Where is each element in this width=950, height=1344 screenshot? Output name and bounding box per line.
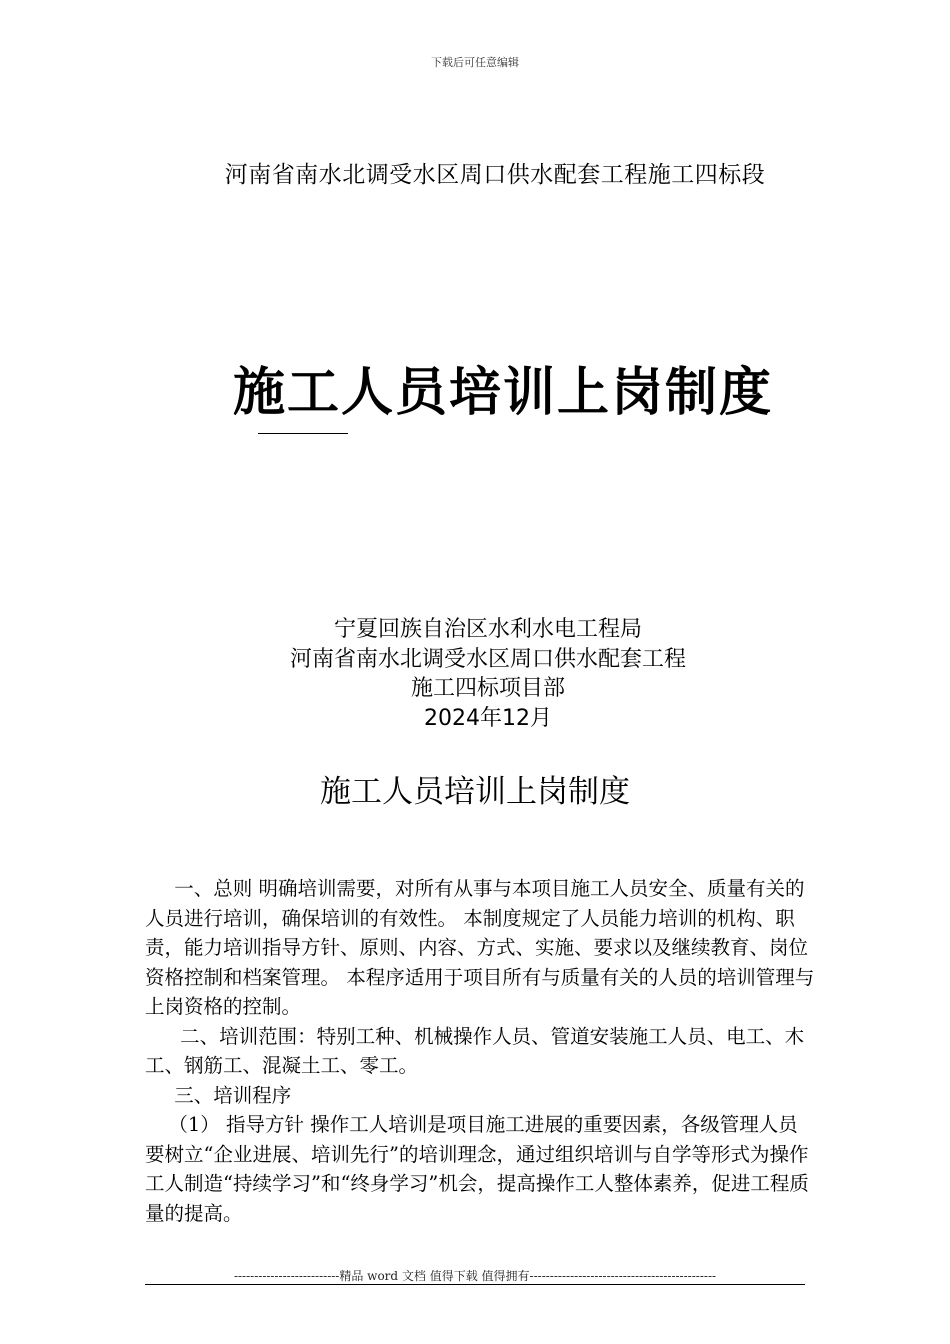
footer-rule bbox=[145, 1284, 805, 1285]
paragraph-scope: 二、培训范围：特别工种、机械操作人员、管道安装施工人员、电工、木工、钢筋工、混凝土工、零工。 bbox=[145, 1024, 805, 1077]
organization-line-2: 河南省南水北调受水区周口供水配套工程 bbox=[289, 646, 686, 672]
paragraph-procedure-heading: 三、培训程序 bbox=[174, 1083, 292, 1107]
document-date: 2024年12月 bbox=[424, 705, 552, 731]
organization-block bbox=[0, 615, 950, 733]
paragraph-guideline: （1） 指导方针 操作工人培训是项目施工进展的重要因素，各级管理人员要树立“企业进展、培训先行”的培训理念，通过组织培训与自学等形式为操作工人制造“持续学习”和“终身学习”机会，提高操作工人整体素养，促进工程质量的提高。 bbox=[145, 1113, 809, 1225]
organization-line-3: 施工四标项目部 bbox=[410, 676, 565, 701]
cover-title: 施工人员培训上岗制度 bbox=[232, 362, 773, 423]
project-name-line: 河南省南水北调受水区周口供水配套工程施工四标段 bbox=[224, 162, 766, 188]
organization-line-1: 宁夏回族自治区水利水电工程局 bbox=[333, 617, 642, 642]
title-underline bbox=[258, 433, 348, 434]
footer-text: --------------------------精品 word 文档 值得下载 值得拥有---------------------------------------------- bbox=[233, 1269, 717, 1283]
document-title: 施工人员培训上岗制度 bbox=[320, 774, 630, 810]
body-text bbox=[145, 874, 817, 1228]
paragraph-general: 一、总则 明确培训需要，对所有从事与本项目施工人员安全、质量有关的人员进行培训，确保培训的有效性。 本制度规定了人员能力培训的机构、职责，能力培训指导方针、原则、内容、方式、实施、要求以及继续教育、岗位资格控制和档案管理。 本程序适用于项目所有与质量有关的人员的培训管理与上岗资格的控制。 bbox=[145, 877, 815, 1018]
header-note: 下载后可任意编辑 bbox=[431, 56, 519, 69]
